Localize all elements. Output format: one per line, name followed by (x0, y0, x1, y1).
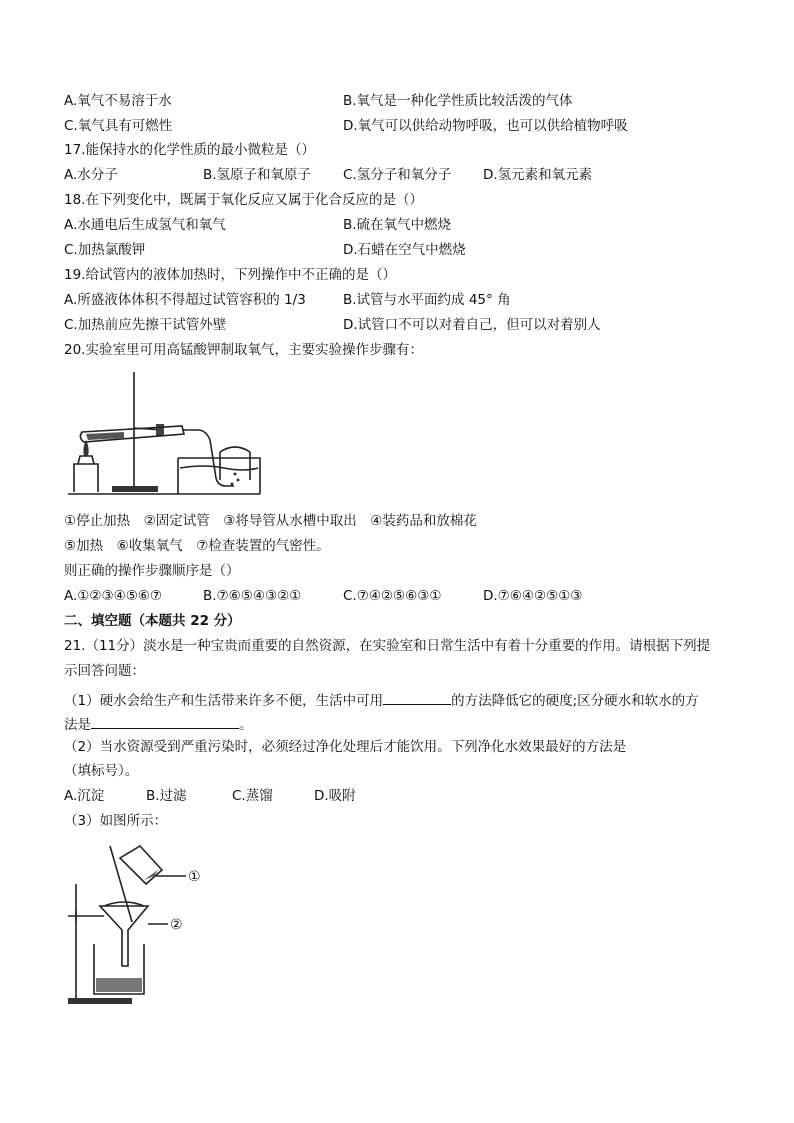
q16-option-c: C.氧气具有可燃性 (64, 118, 173, 134)
q21-option-b: B.过滤 (146, 788, 187, 804)
q21-option-c: C.蒸馏 (232, 788, 273, 804)
q18-stem: 18.在下列变化中，既属于氧化反应又属于化合反应的是（） (64, 192, 423, 208)
q21-part2-line2: （填标号）。 (64, 763, 139, 779)
q20-steps-line2: ⑤加热 ⑥收集氧气 ⑦检查装置的气密性。 (64, 538, 330, 554)
q20-option-a: A.①②③④⑤⑥⑦ (64, 588, 163, 604)
q21-part1-line1 (64, 690, 699, 710)
answer-blank-distinguish[interactable] (91, 714, 239, 729)
q21-part1-line2 (64, 714, 253, 734)
q18-option-d: D.石蜡在空气中燃烧 (343, 242, 466, 258)
q21-part1-text-a: （1）硬水会给生产和生活带来许多不便，生活中可用 (64, 693, 384, 709)
q21-option-d: D.吸附 (314, 788, 356, 804)
q21-intro-line2: 示回答问题： (64, 663, 145, 679)
apparatus-label-2: ② (170, 917, 183, 933)
answer-blank-softening[interactable] (383, 690, 451, 705)
q20-steps-line1: ①停止加热 ②固定试管 ③将导管从水槽中取出 ④装药品和放棉花 (64, 513, 477, 529)
section-title: 二、填空题（本题共 22 分） (64, 613, 241, 629)
q18-option-a: A.水通电后生成氢气和氧气 (64, 217, 226, 233)
q19-option-c: C.加热前应先擦干试管外壁 (64, 317, 227, 333)
q21-part2-line1: （2）当水资源受到严重污染时，必须经过净化处理后才能饮用。下列净化水效果最好的方法是 (64, 739, 627, 755)
q19-option-a: A.所盛液体体积不得超过试管容积的 1/3 (64, 292, 306, 308)
q16-option-a: A.氧气不易溶于水 (64, 93, 172, 109)
q18-option-c: C.加热氯酸钾 (64, 242, 146, 258)
q20-option-c: C.⑦④②⑤⑥③① (343, 588, 442, 604)
q19-option-d: D.试管口不可以对着自己，但可以对着别人 (343, 317, 601, 333)
q19-option-b: B.试管与水平面约成 45° 角 (343, 292, 511, 308)
q21-intro-line1: 21.（11分）淡水是一种宝贵而重要的自然资源，在实验室和日常生活中有着十分重要的作用。请根据下列提 (64, 638, 711, 654)
q20-ask: 则正确的操作步骤顺序是（） (64, 563, 240, 579)
apparatus-label-1: ① (188, 869, 201, 885)
q20-option-d: D.⑦⑥④②⑤①③ (483, 588, 583, 604)
oxygen-apparatus-figure (64, 368, 264, 500)
q20-option-b: B.⑦⑥⑤④③②① (203, 588, 302, 604)
filtration-figure (64, 840, 224, 1010)
q21-option-a: A.沉淀 (64, 788, 105, 804)
q17-option-b: B.氢原子和氧原子 (203, 167, 312, 183)
q17-option-c: C.氢分子和氧分子 (343, 167, 452, 183)
q21-part1-text-d: 。 (239, 717, 253, 733)
q21-part1-text-c: 法是 (64, 717, 91, 733)
q21-part1-text-b: 的方法降低它的硬度;区分硬水和软水的方 (451, 693, 699, 709)
q17-option-d: D.氢元素和氧元素 (483, 167, 593, 183)
q16-option-d: D.氧气可以供给动物呼吸，也可以供给植物呼吸 (343, 118, 628, 134)
q20-stem: 20.实验室里可用高锰酸钾制取氧气，主要实验操作步骤有： (64, 342, 423, 358)
q19-stem: 19.给试管内的液体加热时，下列操作中不正确的是（） (64, 267, 396, 283)
q16-option-b: B.氧气是一种化学性质比较活泼的气体 (343, 93, 573, 109)
q17-option-a: A.水分子 (64, 167, 118, 183)
q18-option-b: B.硫在氧气中燃烧 (343, 217, 452, 233)
q17-stem: 17.能保持水的化学性质的最小微粒是（） (64, 142, 315, 158)
q21-part3: （3）如图所示： (64, 813, 168, 829)
